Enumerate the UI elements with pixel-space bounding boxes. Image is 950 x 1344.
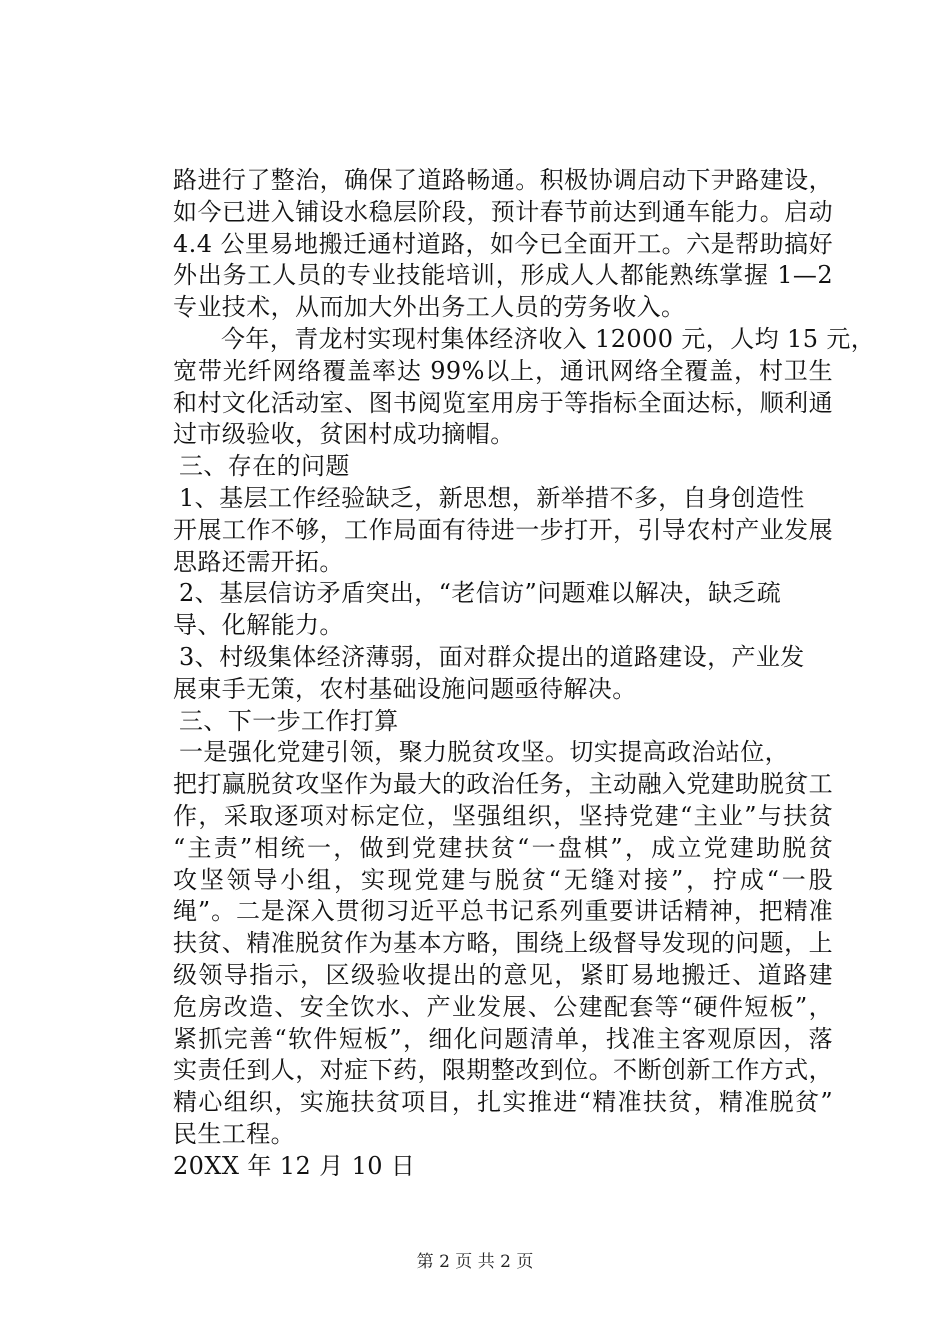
text-line: 4.4 公里易地搬迁通村道路，如今已全面开工。六是帮助搞好 [173, 229, 833, 258]
text-line: 如今已进入铺设水稳层阶段，预计春节前达到通车能力。启动 [173, 197, 833, 226]
text-line: 和村文化活动室、图书阅览室用房于等指标全面达标，顺利通 [173, 388, 833, 417]
text-line: 实责任到人，对症下药，限期整改到位。不断创新工作方式， [173, 1056, 833, 1085]
text-line: 把打赢脱贫攻坚作为最大的政治任务，主动融入党建助脱贫工 [173, 770, 833, 799]
page-footer: 第 2 页 共 2 页 [416, 1252, 534, 1272]
text-line: 民生工程。 [173, 1119, 295, 1148]
text-line: 导、化解能力。 [173, 611, 344, 640]
text-line: 思路还需开拓。 [173, 547, 344, 576]
text-line: 精心组织，实施扶贫项目，扎实推进“精准扶贫，精准脱贫” [173, 1088, 833, 1117]
text-line: 宽带光纤网络覆盖率达 99%以上，通讯网络全覆盖，村卫生 [173, 356, 833, 385]
text-line: 今年，青龙村实现村集体经济收入 12000 元，人均 15 元， [221, 324, 876, 353]
text-line: 紧抓完善“软件短板”，细化问题清单，找准主客观原因，落 [173, 1024, 833, 1053]
text-line: 过市级验收，贫困村成功摘帽。 [173, 420, 515, 449]
text-line: 3、村级集体经济薄弱，面对群众提出的道路建设，产业发 [179, 642, 805, 671]
text-line: 级领导指示，区级验收提出的意见，紧盯易地搬迁、道路建 [173, 960, 833, 989]
text-line: 专业技术，从而加大外出务工人员的劳务收入。 [173, 293, 686, 322]
text-line: 路进行了整治，确保了道路畅通。积极协调启动下尹路建设， [173, 166, 833, 194]
text-line: “主责”相统一，做到党建扶贫“一盘棋”，成立党建助脱贫 [173, 833, 833, 862]
text-line: 危房改造、安全饮水、产业发展、公建配套等“硬件短板”， [173, 992, 833, 1021]
section-heading: 三、下一步工作打算 [179, 706, 399, 735]
text-line: 扶贫、精准脱贫作为基本方略，围绕上级督导发现的问题，上 [173, 929, 833, 958]
text-line: 一是强化党建引领，聚力脱贫攻坚。切实提高政治站位， [179, 738, 789, 767]
date-line: 20XX 年 12 月 10 日 [173, 1151, 416, 1180]
text-line: 1、基层工作经验缺乏，新思想，新举措不多，自身创造性 [179, 483, 805, 512]
text-line: 攻坚领导小组，实现党建与脱贫“无缝对接”，拧成“一股 [173, 865, 833, 894]
text-line: 2、基层信访矛盾突出，“老信访”问题难以解决，缺乏疏 [179, 579, 782, 608]
document-body [173, 165, 876, 1183]
text-line: 展束手无策，农村基础设施问题亟待解决。 [173, 674, 637, 703]
text-line: 绳”。二是深入贯彻习近平总书记系列重要讲话精神，把精准 [173, 897, 833, 926]
text-line: 开展工作不够，工作局面有待进一步打开，引导农村产业发展 [173, 515, 833, 544]
text-line: 外出务工人员的专业技能培训，形成人人都能熟练掌握 1—2 [173, 261, 833, 290]
text-line: 作，采取逐项对标定位，坚强组织，坚持党建“主业”与扶贫 [173, 801, 833, 830]
section-heading: 三、存在的问题 [179, 452, 350, 481]
